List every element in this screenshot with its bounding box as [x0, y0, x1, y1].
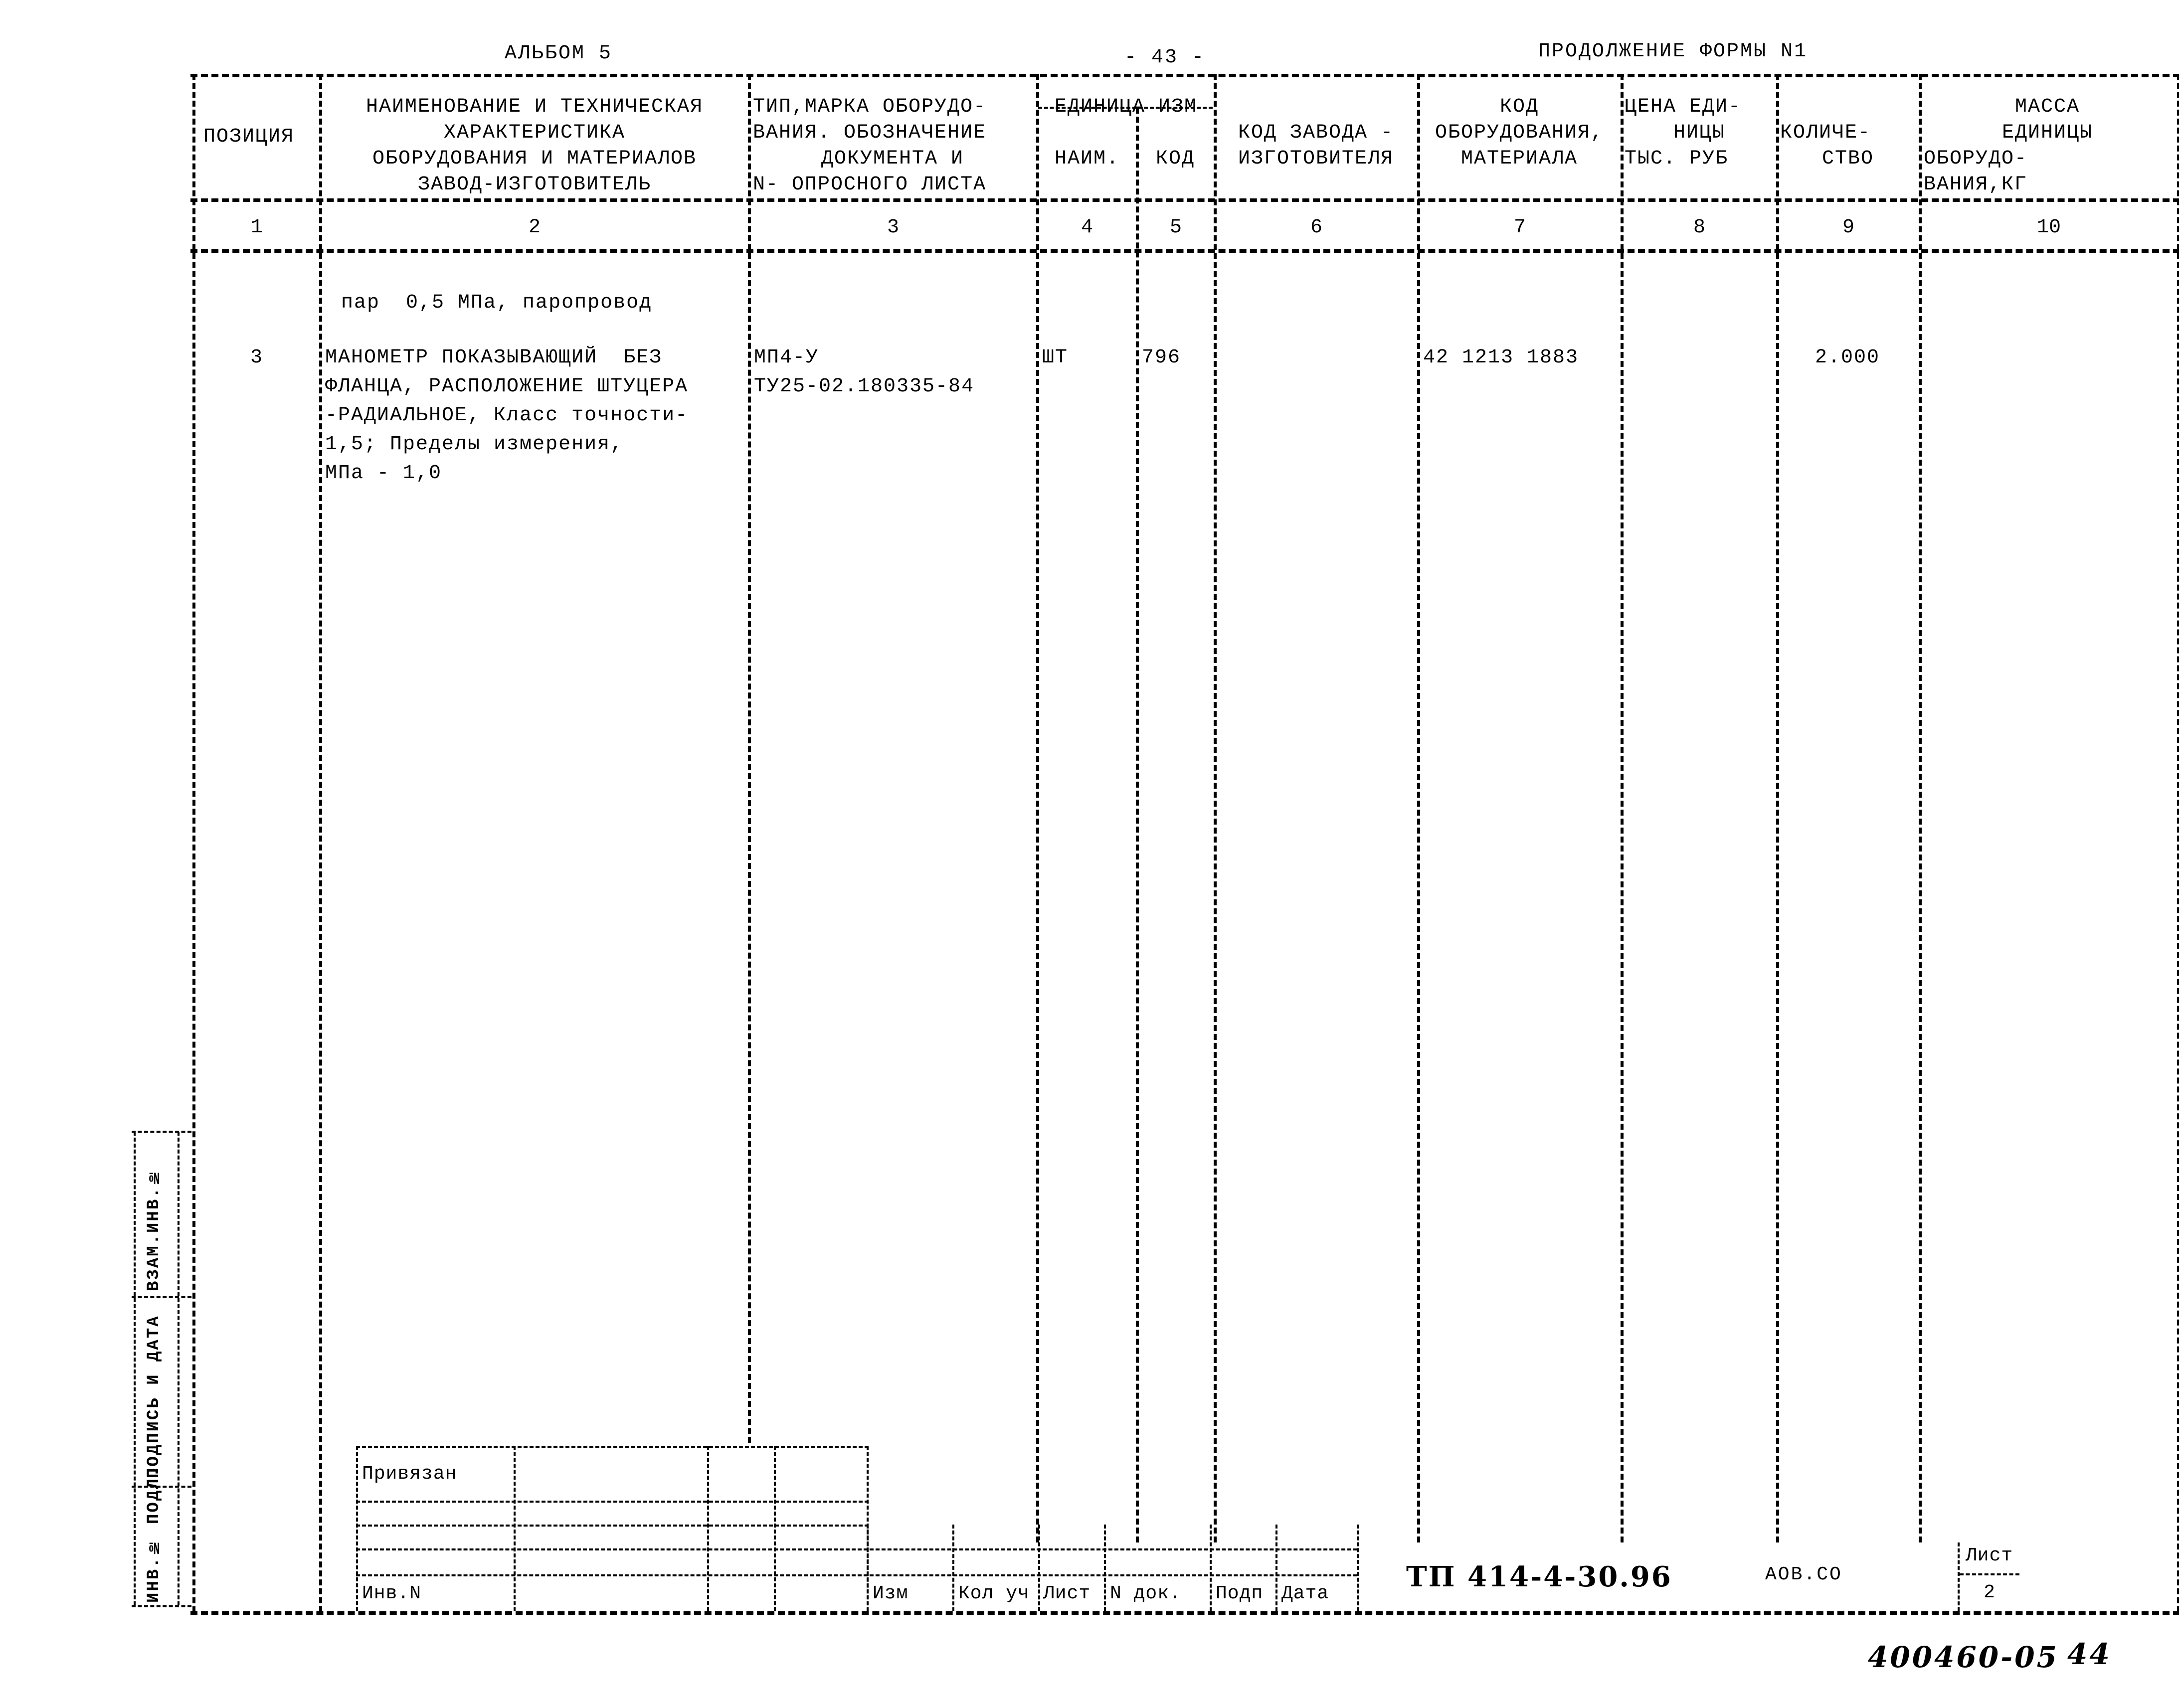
- header-price-line2: НИЦЫ: [1673, 122, 1725, 144]
- header-equipment-code-line3: МАТЕРИАЛА: [1460, 148, 1578, 170]
- header-type-line1: ТИП,МАРКА ОБОРУДО-: [753, 96, 987, 118]
- page-number: - 43 -: [1124, 46, 1206, 69]
- titleblock-vrule-koluch: [952, 1525, 954, 1611]
- inv-n-label: Инв.N: [362, 1583, 422, 1604]
- col-divider-2-3: [748, 74, 751, 1443]
- privyazan-vrule-3: [774, 1446, 776, 1611]
- archive-number-stamp: 400460-05: [1868, 1640, 2059, 1674]
- row-name-line-1: МАНОМЕТР ПОКАЗЫВАЮЩИЙ БЕЗ: [325, 346, 663, 369]
- header-separator: [190, 198, 2179, 202]
- titleblock-vrule-data: [1275, 1525, 1277, 1611]
- header-mass-line3: ОБОРУДО-: [1924, 148, 2028, 170]
- titleblock-ndok-label: N док.: [1110, 1583, 1181, 1604]
- header-unit-name: НАИМ.: [1054, 148, 1120, 170]
- sheet-number: 2: [1984, 1582, 1996, 1603]
- side-strip-left-rule: [134, 1132, 136, 1605]
- header-equipment-code-line1: КОД: [1499, 96, 1539, 118]
- side-strip-right-rule: [178, 1132, 180, 1605]
- row-type-line-1: МП4-У: [754, 346, 819, 369]
- row-name-line-5: МПа - 1,0: [325, 462, 442, 485]
- frame-left-outer: [192, 74, 195, 1612]
- header-type-line2: ВАНИЯ. ОБОЗНАЧЕНИЕ: [753, 122, 987, 144]
- titleblock-vrule-end: [1357, 1525, 1359, 1611]
- colnum-9: 9: [1842, 216, 1854, 239]
- sheet-label: Лист: [1966, 1545, 2013, 1566]
- header-mass-line2: ЕДИНИЦЫ: [2001, 122, 2093, 144]
- header-name-line1: НАИМЕНОВАНИЕ И ТЕХНИЧЕСКАЯ: [365, 96, 704, 118]
- header-name-line4: ЗАВОД-ИЗГОТОВИТЕЛЬ: [417, 173, 652, 196]
- colnum-7: 7: [1513, 216, 1526, 239]
- row-type-line-2: ТУ25-02.180335-84: [754, 375, 975, 398]
- titleblock-vrule-podp: [1210, 1525, 1212, 1611]
- titleblock-vrule-list: [1038, 1525, 1040, 1611]
- colnum-8: 8: [1693, 216, 1705, 239]
- privyazan-rule-1: [356, 1501, 869, 1503]
- header-name-line2: ХАРАКТЕРИСТИКА: [443, 122, 626, 144]
- titleblock-vrule-izm: [867, 1525, 869, 1611]
- col-divider-6-7: [1417, 74, 1420, 1542]
- titleblock-list-label: Лист: [1043, 1583, 1091, 1604]
- colnum-separator: [190, 249, 2179, 253]
- titleblock-podp-label: Подп: [1216, 1583, 1264, 1604]
- row-name-line-3: -РАДИАЛЬНОЕ, Класс точности-: [325, 404, 689, 427]
- header-quantity-line1: КОЛИЧЕ-: [1780, 122, 1871, 144]
- continuation-note: пар 0,5 МПа, паропровод: [341, 292, 653, 314]
- privyazan-vrule-1: [514, 1446, 516, 1611]
- colnum-3: 3: [887, 216, 899, 239]
- document-number: ТП 414-4-30.96: [1406, 1560, 1672, 1593]
- side-caption-vzam-inv: ВЗАМ.ИНВ.№: [145, 1166, 164, 1291]
- header-unit-group: ЕДИНИЦА ИЗМ: [1054, 96, 1198, 118]
- form-continuation-label: ПРОДОЛЖЕНИЕ ФОРМЫ N1: [1538, 40, 1808, 63]
- header-quantity-line2: СТВО: [1821, 148, 1874, 170]
- header-factory-code-line1: КОД ЗАВОДА -: [1238, 122, 1394, 144]
- row-unit-code: 796: [1142, 346, 1181, 369]
- titleblock-izm-label: Изм: [873, 1583, 908, 1604]
- header-type-line3: ДОКУМЕНТА И: [821, 148, 964, 170]
- col-divider-1-2: [319, 74, 322, 1612]
- header-position: ПОЗИЦИЯ: [203, 126, 295, 148]
- privyazan-vrule-2: [707, 1446, 709, 1611]
- col-divider-4-5: [1136, 108, 1139, 1542]
- handwritten-page-number: 44: [2067, 1637, 2112, 1671]
- colnum-5: 5: [1169, 216, 1182, 239]
- titleblock-koluch-label: Кол уч: [958, 1583, 1030, 1604]
- privyazan-vrule-0: [356, 1446, 358, 1611]
- col-divider-9-10: [1919, 74, 1922, 1542]
- privyazan-top-rule: [356, 1446, 869, 1448]
- header-name-line3: ОБОРУДОВАНИЯ И МАТЕРИАЛОВ: [372, 148, 697, 170]
- header-factory-code-line2: ИЗГОТОВИТЕЛЯ: [1238, 148, 1394, 170]
- col-divider-3-4: [1036, 74, 1039, 1542]
- document-stage: АОВ.СО: [1765, 1564, 1842, 1585]
- side-strip-sep-mid1: [132, 1296, 191, 1298]
- header-mass-line4: ВАНИЯ,КГ: [1924, 173, 2028, 196]
- row-name-line-4: 1,5; Пределы измерения,: [325, 433, 624, 456]
- colnum-4: 4: [1081, 216, 1093, 239]
- colnum-1: 1: [250, 216, 263, 239]
- row-equipment-code: 42 1213 1883: [1423, 346, 1579, 369]
- colnum-10: 10: [2036, 216, 2061, 239]
- col-divider-5-6: [1214, 74, 1217, 1542]
- side-caption-podpis-i-data: ПОДПИСЬ И ДАТА: [145, 1315, 164, 1478]
- privyazan-label: Привязан: [362, 1463, 457, 1485]
- header-equipment-code-line2: ОБОРУДОВАНИЯ,: [1435, 122, 1604, 144]
- frame-right-outer: [2177, 74, 2179, 1612]
- header-mass-line1: МАССА: [2014, 96, 2080, 118]
- col-divider-7-8: [1621, 74, 1624, 1542]
- colnum-2: 2: [528, 216, 541, 239]
- row-position: 3: [250, 346, 263, 369]
- row-unit-name: ШТ: [1042, 346, 1069, 369]
- sheet-box-sep: [1960, 1573, 2019, 1575]
- header-type-line4: N- ОПРОСНОГО ЛИСТА: [753, 173, 987, 196]
- privyazan-rule-2: [356, 1525, 869, 1527]
- header-unit-code: КОД: [1155, 148, 1195, 170]
- titleblock-data-label: Дата: [1281, 1583, 1329, 1604]
- row-quantity: 2.000: [1815, 346, 1880, 369]
- side-strip-sep-top: [132, 1131, 191, 1133]
- colnum-6: 6: [1310, 216, 1322, 239]
- titleblock-vrule-ndok: [1104, 1525, 1106, 1611]
- row-name-line-2: ФЛАНЦА, РАСПОЛОЖЕНИЕ ШТУЦЕРА: [325, 375, 689, 398]
- header-price-line3: ТЫС. РУБ: [1625, 148, 1729, 170]
- side-strip-sep-bottom: [132, 1605, 191, 1607]
- header-price-line1: ЦЕНА ЕДИ-: [1625, 96, 1742, 118]
- album-label: АЛЬБОМ 5: [505, 42, 613, 65]
- table-bottom-border: [190, 1611, 2179, 1615]
- privyazan-rule-3: [356, 1548, 1357, 1550]
- side-caption-inv-podl: ИНВ.№ ПОДЛ.: [145, 1465, 164, 1603]
- table-top-border: [190, 74, 2179, 77]
- col-divider-8-9: [1776, 74, 1779, 1542]
- privyazan-rule-4: [356, 1574, 1357, 1576]
